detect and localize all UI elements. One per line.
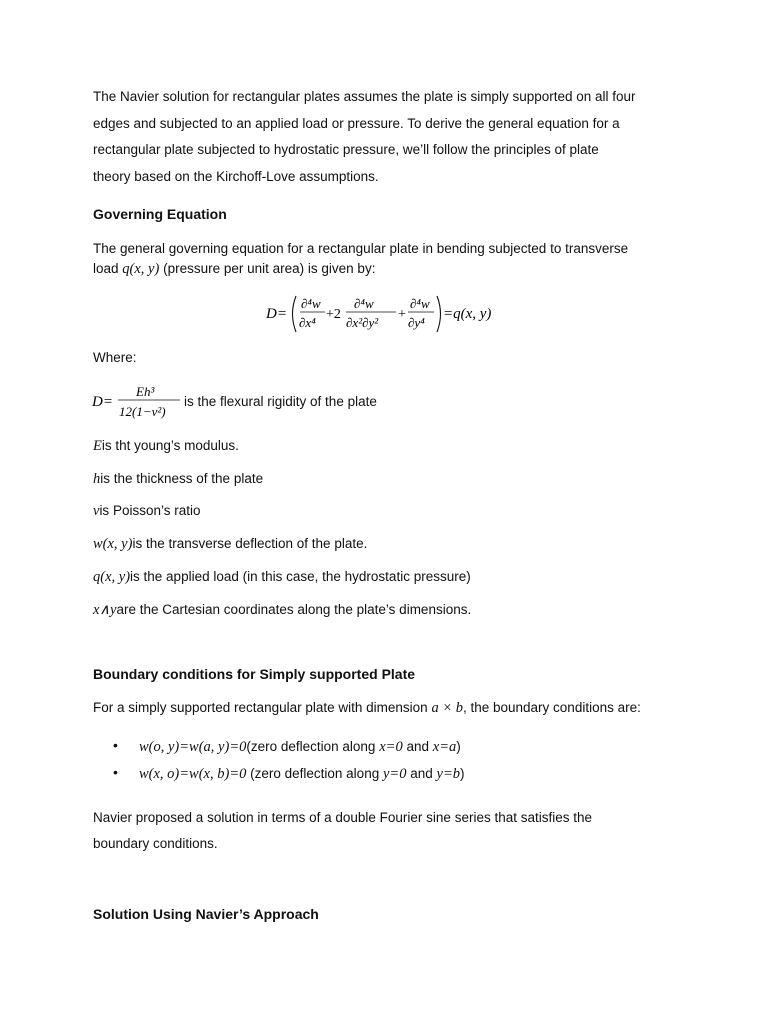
eq-term3-den: ∂y⁴ (408, 315, 425, 330)
bullet-1-and: and (406, 739, 429, 754)
eq-right-paren (437, 296, 441, 332)
def-h (93, 470, 263, 488)
bullet-2-text: (zero deflection along (250, 766, 380, 781)
where-label: Where: (93, 350, 137, 365)
eq-term2-num: ∂⁴w (354, 296, 374, 311)
bullet-2-close: ) (460, 766, 465, 781)
def-xy-text: are the Cartesian coordinates along the plate’s dimensions. (116, 602, 472, 617)
def-E-symbol: E (93, 438, 102, 454)
flexural-rigidity-text: is the flexural rigidity of the plate (184, 394, 377, 409)
heading-governing-equation: Governing Equation (93, 206, 227, 222)
intro-line-1: The Navier solution for rectangular plates assumes the plate is simply supported on all four (93, 89, 636, 104)
def-v-text: is Poisson’s ratio (99, 503, 201, 518)
def-E-text: is tht young’s modulus. (101, 438, 239, 453)
bullet-1 (139, 738, 461, 756)
governing-equation (262, 290, 512, 338)
intro-line-3: rectangular plate subjected to hydrostatic pressure, we’ll follow the principles of plate (93, 142, 599, 157)
eq-plus: + (398, 307, 406, 322)
heading-boundary-conditions: Boundary conditions for Simply supported Plate (93, 666, 416, 682)
def-xy (93, 601, 471, 619)
def-xy-symbol: x∧y (93, 602, 117, 618)
intro-line-4: theory based on the Kirchoff-Love assumptions. (93, 169, 379, 184)
def-v (93, 502, 200, 520)
bullet-2-m1: y=0 (382, 766, 407, 782)
bullet-2-marker: • (113, 764, 118, 780)
bullet-1-close: ) (456, 739, 461, 754)
def-w-text: is the transverse deflection of the plate. (132, 536, 368, 551)
boundary-intro-pre: For a simply supported rectangular plate with dimension (93, 700, 428, 715)
governing-line-2-pre: load (93, 261, 119, 276)
flexural-rigidity-equation (92, 380, 184, 424)
def-E (93, 437, 239, 455)
eqD-lhs: D= (92, 394, 113, 410)
eq-term1-den: ∂x⁴ (299, 315, 316, 330)
def-w-symbol: w(x, y) (93, 536, 133, 552)
bullet-1-m2: x=a (432, 739, 457, 755)
intro-line-2: edges and subjected to an applied load or pressure. To derive the general equation for a (93, 116, 620, 131)
eq-left-paren (293, 296, 297, 332)
bullet-1-m1: x=0 (379, 739, 403, 755)
eq-term3-num: ∂⁴w (410, 296, 430, 311)
def-q-text: is the applied load (in this case, the hydrostatic pressure) (130, 569, 471, 584)
bullet-1-text: (zero deflection along (246, 739, 376, 754)
boundary-intro-post: , the boundary conditions are: (462, 700, 641, 715)
heading-solution: Solution Using Navier’s Approach (93, 906, 319, 922)
eqD-num: Eh³ (136, 384, 155, 399)
eq-term2-den: ∂x²∂y² (346, 315, 379, 330)
def-v-symbol: v (93, 503, 100, 519)
load-symbol: q(x, y) (122, 261, 160, 277)
def-q (93, 568, 471, 586)
governing-line-2 (93, 260, 375, 278)
governing-line-1: The general governing equation for a rectangular plate in bending subjected to transverse (93, 241, 629, 256)
def-h-symbol: h (93, 471, 101, 487)
boundary-intro (93, 699, 641, 717)
bullet-2-m2: y=b (436, 766, 461, 782)
governing-line-2-post: (pressure per unit area) is given by: (163, 261, 376, 276)
eq-plus2: +2 (326, 307, 341, 322)
eq-term1-num: ∂⁴w (301, 296, 321, 311)
bullet-2-math: w(x, o)=w(x, b)=0 (139, 766, 247, 782)
eqD-den: 12(1−v²) (119, 404, 166, 419)
bullet-1-marker: • (113, 737, 118, 753)
def-h-text: is the thickness of the plate (100, 471, 264, 486)
eq-D-lhs: D= (266, 306, 287, 322)
def-q-symbol: q(x, y) (93, 569, 131, 585)
eq-rhs: =q(x, y) (443, 306, 492, 322)
boundary-dimension: a × b (431, 700, 463, 716)
def-w (93, 535, 367, 553)
bullet-2 (139, 765, 465, 783)
bullet-1-math: w(o, y)=w(a, y)=0 (139, 739, 247, 755)
navier-line-1: Navier proposed a solution in terms of a double Fourier sine series that satisfies the (93, 810, 593, 825)
bullet-2-and: and (410, 766, 433, 781)
navier-line-2: boundary conditions. (93, 836, 218, 851)
